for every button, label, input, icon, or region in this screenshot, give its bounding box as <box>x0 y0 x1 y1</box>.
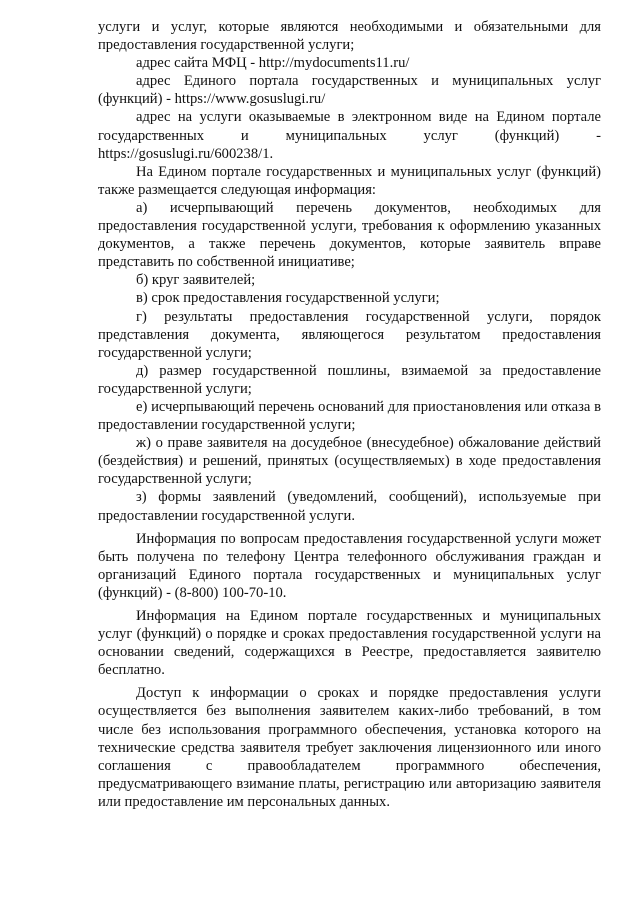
paragraph-phone-info: Информация по вопросам предоставления государственной услуги может быть получена по телефону Центра телефонного обслуживания граждан и организаций Единого портала государственных и муниципальных услуг (функций) - (8-800) 100-70-10. <box>98 530 601 601</box>
list-item-z: з) формы заявлений (уведомлений, сообщений), используемые при предоставлении государственной услуги. <box>98 489 601 524</box>
list-item-v: в) срок предоставления государственной услуги; <box>136 290 440 307</box>
list-item-zh: ж) о праве заявителя на досудебное (внесудебное) обжалование действий (бездействия) и решений, принятых (осуществляемых) в ходе предоставления государственной услуги; <box>98 435 601 488</box>
list-item-g: г) результаты предоставления государственной услуги, порядок представления документа, являющегося результатом предоставления государственной услуги; <box>98 308 601 361</box>
list-item-d: д) размер государственной пошлины, взимаемой за предоставление государственной услуги; <box>98 362 601 397</box>
paragraph-portal-address: адрес Единого портала государственных и муниципальных услуг (функций) - https://www.gosuslugi.ru/ <box>98 73 601 108</box>
paragraph-electronic-service-address: адрес на услуги оказываемые в электронном виде на Едином портале государственных и муниципальных услуг (функций) - https://gosuslugi.ru/600238/1. <box>98 109 601 162</box>
paragraph-portal-info-intro: На Едином портале государственных и муниципальных услуг (функций) также размещается следующая информация: <box>98 163 601 198</box>
paragraph-continuation: услуги и услуг, которые являются необходимыми и обязательными для предоставления государственной услуги; <box>98 19 601 54</box>
list-item-a: а) исчерпывающий перечень документов, необходимых для предоставления государственной услуги, требования к оформлению указанных документов, а также перечень документов, которые заявитель вправе представить по собственной инициативе; <box>98 199 601 271</box>
paragraph-mfc-site: адрес сайта МФЦ - http://mydocuments11.ru/ <box>136 55 410 72</box>
paragraph-access-info: Доступ к информации о сроках и порядке предоставления услуги осуществляется без выполнения заявителем каких-либо требований, в том числе без использования программного обеспечения, установка которого на технические средства заявителя требует заключения лицензионного или иного соглашения с правообладателем программного обеспечения, предусматривающего взимание платы, регистрацию или авторизацию заявителя или предоставление им персональных данных. <box>98 685 601 810</box>
list-item-b: б) круг заявителей; <box>136 272 256 289</box>
document-body <box>98 18 601 811</box>
list-item-e: е) исчерпывающий перечень оснований для приостановления или отказа в предоставлении государственной услуги; <box>98 398 601 434</box>
paragraph-free-info: Информация на Едином портале государственных и муниципальных услуг (функций) о порядке и сроках предоставления государственной услуги на основании сведений, содержащихся в Реестре, предоставляется заявителю бесплатно. <box>98 608 601 679</box>
